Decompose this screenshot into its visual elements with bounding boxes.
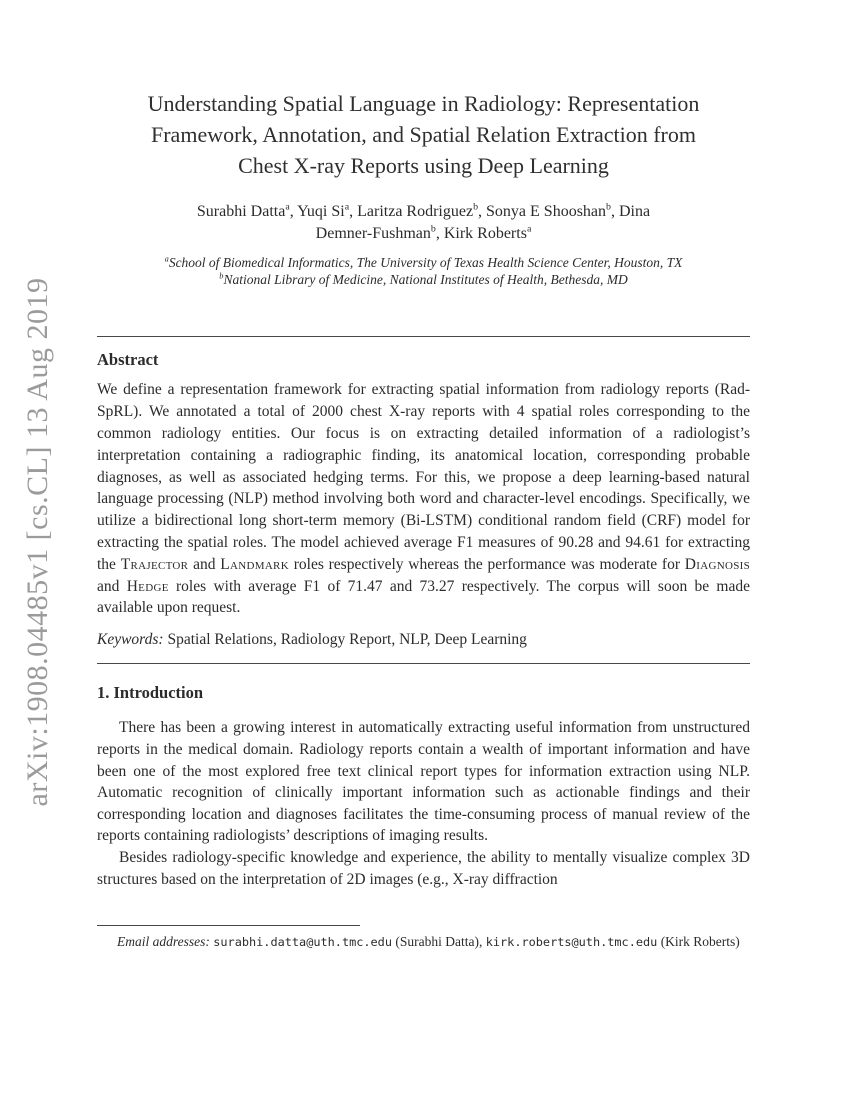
author-line: Surabhi Datta$^a$, Yuqi Si$^a$, Laritza Rodriguez$^b$, Sonya E Shooshan$^b$, Dina: [196, 201, 651, 220]
paper-title: [97, 88, 750, 181]
arxiv-watermark: arXiv:1908.04485v1 [cs.CL] 13 Aug 2019: [21, 277, 54, 807]
keywords-line: Keywords: Spatial Relations, Radiology Report, NLP, Deep Learning: [97, 631, 527, 649]
page-content: [97, 0, 750, 890]
introduction-paragraph-2: Besides radiology-specific knowledge and experience, the ability to mentally visualize complex 3D structures based on the interpretation of 2D images (e.g., X-ray diffraction: [97, 848, 750, 888]
affiliation-line: $^b$National Library of Medicine, National Institutes of Health, Bethesda, MD: [219, 271, 628, 287]
author-line: Demner-Fushman$^b$, Kirk Roberts$^a$: [315, 223, 532, 242]
footnote-email-addresses: Email addresses: surabhi.datta@uth.tmc.edu (Surabhi Datta), kirk.roberts@uth.tmc.edu (Kirk Roberts): [117, 934, 740, 950]
divider-below-keywords: [97, 663, 750, 664]
paper-title-line: Chest X-ray Reports using Deep Learning: [238, 153, 609, 178]
introduction-paragraph-1: There has been a growing interest in automatically extracting useful information from unstructured reports in the medical domain. Radiology reports contain a wealth of important information and have been one of the most explored free text clinical report types for information extraction using NLP. Automatic recognition of clinically important information such as actionable findings and their corresponding location and diagnoses facilitates the time-consuming process of manual review of the reports containing radiologists’ descriptions of imaging results.: [97, 719, 750, 845]
author-list: [97, 201, 750, 245]
abstract-body: We define a representation framework for extracting spatial information from radiology reports (Rad-SpRL). We annotated a total of 2000 chest X-ray reports with 4 spatial roles corresponding to the common radiology entities. Our focus is on extracting detailed information of a radiologist’s interpretation containing a radiographic finding, its anatomical location, corresponding probable diagnoses, as well as associated hedging terms. For this, we propose a deep learning-based natural language processing (NLP) method involving both word and character-level encodings. Specifically, we utilize a bidirectional long short-term memory (Bi-LSTM) conditional random field (CRF) model for extracting the spatial roles. The model achieved average F1 measures of 90.28 and 94.61 for extracting the Trajector and Landmark roles respectively whereas the performance was moderate for Diagnosis and Hedge roles with average F1 of 71.47 and 73.27 respectively. The corpus will soon be made available upon request.: [97, 381, 750, 617]
abstract-heading: Abstract: [97, 350, 159, 370]
divider-above-abstract: [97, 336, 750, 337]
affiliation-line: $^a$School of Biomedical Informatics, The University of Texas Health Science Center, Houston, TX: [164, 254, 683, 270]
footnote-divider: [97, 925, 360, 926]
footnote: [97, 925, 750, 952]
affiliations: [97, 254, 750, 288]
paper-title-line: Understanding Spatial Language in Radiology: Representation: [147, 91, 700, 116]
section-heading-introduction: 1. Introduction: [97, 683, 204, 703]
paper-title-line: Framework, Annotation, and Spatial Relation Extraction from: [151, 122, 696, 147]
